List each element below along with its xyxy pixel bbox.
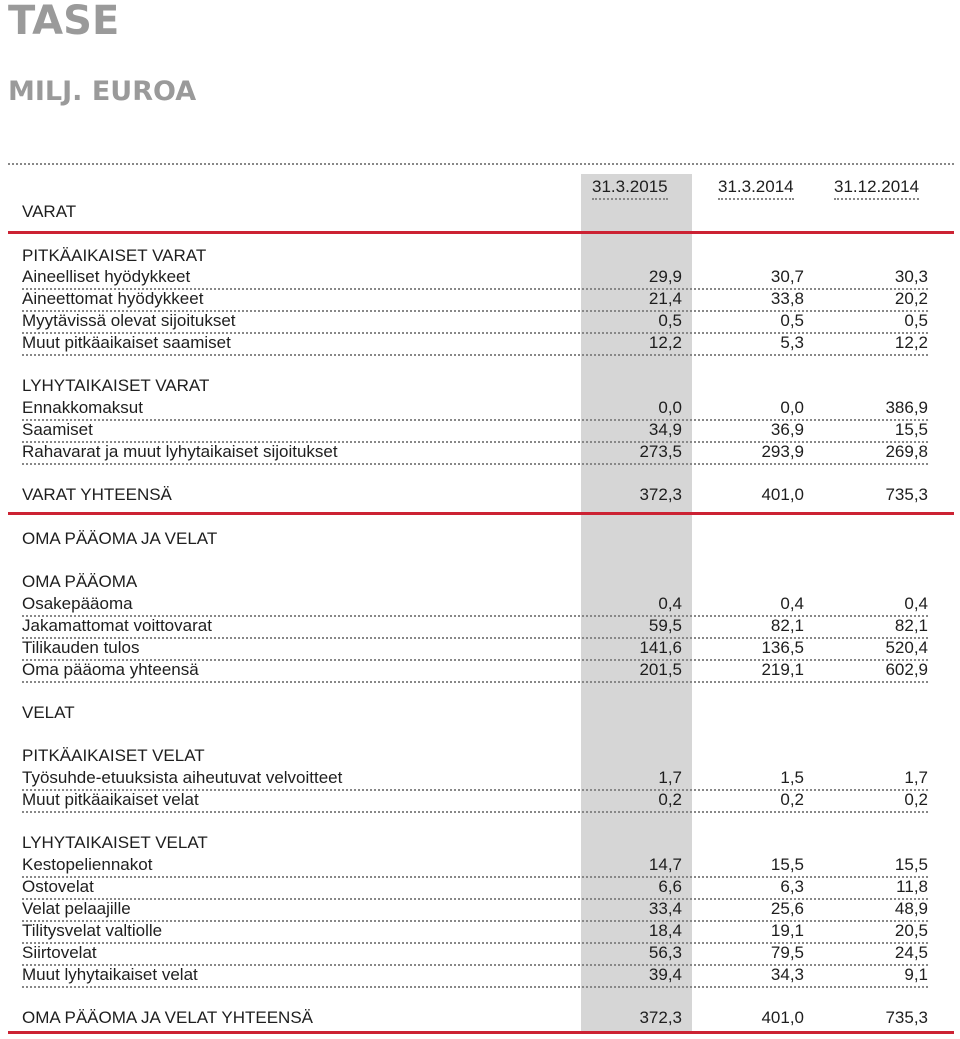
value-2015-q1: 201,5 (639, 660, 682, 679)
row-label: Myytävissä olevat sijoitukset (22, 311, 236, 330)
table-row (22, 898, 928, 922)
section-divider (8, 1031, 954, 1034)
unit-subtitle: MILJ. EUROA (8, 76, 197, 107)
table-row (22, 920, 928, 944)
row-label: OMA PÄÄOMA JA VELAT YHTEENSÄ (22, 1008, 313, 1027)
group-heading (22, 745, 928, 767)
table-row (22, 942, 928, 966)
value-2015-q1: 21,4 (648, 289, 682, 308)
table-row (22, 615, 928, 639)
value-2014-q1: 6,3 (780, 877, 804, 896)
row-label: OMA PÄÄOMA JA VELAT (22, 529, 218, 548)
row-label: Jakamattomat voittovarat (22, 616, 212, 635)
value-2015-q1: 56,3 (648, 943, 682, 962)
row-label: VELAT (22, 703, 75, 722)
row-label: Muut lyhytaikaiset velat (22, 965, 198, 984)
value-2015-q1: 0,0 (658, 398, 682, 417)
table-row (22, 854, 928, 878)
value-2014-year: 24,5 (894, 943, 928, 962)
value-2014-q1: 136,5 (761, 638, 804, 657)
value-2015-q1: 14,7 (648, 855, 682, 874)
value-2014-q1: 0,2 (780, 790, 804, 809)
value-2015-q1: 0,2 (658, 790, 682, 809)
group-heading (22, 245, 928, 267)
value-2014-q1: 293,9 (761, 442, 804, 461)
value-2014-q1: 401,0 (761, 1008, 804, 1027)
table-row (22, 876, 928, 900)
table-row (22, 310, 928, 334)
value-2014-q1: 401,0 (761, 485, 804, 504)
value-2014-year: 9,1 (904, 965, 928, 984)
value-2015-q1: 59,5 (648, 616, 682, 635)
group-heading (22, 375, 928, 397)
table-row (22, 767, 928, 791)
row-label: Rahavarat ja muut lyhytaikaiset sijoitukset (22, 442, 338, 461)
value-2014-year: 48,9 (894, 899, 928, 918)
value-2014-q1: 79,5 (770, 943, 804, 962)
row-label: Tilikauden tulos (22, 638, 140, 657)
value-2014-year: 0,5 (904, 311, 928, 330)
table-row (22, 332, 928, 356)
table-row (22, 593, 928, 617)
group-heading (22, 832, 928, 854)
value-2015-q1: 6,6 (658, 877, 682, 896)
column-header-2014-q1: 31.3.2014 (718, 176, 794, 200)
value-2015-q1: 0,4 (658, 594, 682, 613)
value-2014-year: 20,2 (894, 289, 928, 308)
section-divider (8, 512, 954, 515)
table-row (22, 637, 928, 661)
value-2015-q1: 29,9 (648, 267, 682, 286)
table-row (22, 266, 928, 290)
column-header-2015-q1: 31.3.2015 (592, 176, 668, 200)
page-title: TASE (8, 0, 120, 44)
value-2014-year: 30,3 (894, 267, 928, 286)
value-2014-q1: 219,1 (761, 660, 804, 679)
value-2014-year: 1,7 (904, 768, 928, 787)
group-heading (22, 571, 928, 593)
top-separator (8, 163, 954, 165)
row-label: Siirtovelat (22, 943, 97, 962)
value-2014-q1: 15,5 (770, 855, 804, 874)
value-2014-year: 0,2 (904, 790, 928, 809)
row-label: Saamiset (22, 420, 93, 439)
table-row (22, 659, 928, 683)
section-heading-equity-liabilities (22, 528, 928, 550)
row-label: Ennakkomaksut (22, 398, 143, 417)
value-2014-q1: 0,4 (780, 594, 804, 613)
row-label: Oma pääoma yhteensä (22, 660, 199, 679)
value-2014-q1: 0,0 (780, 398, 804, 417)
value-2014-q1: 82,1 (770, 616, 804, 635)
value-2014-q1: 30,7 (770, 267, 804, 286)
value-2014-q1: 1,5 (780, 768, 804, 787)
value-2014-q1: 34,3 (770, 965, 804, 984)
value-2015-q1: 34,9 (648, 420, 682, 439)
value-2014-year: 602,9 (885, 660, 928, 679)
column-header-2014-year: 31.12.2014 (834, 176, 919, 200)
section-divider (8, 231, 954, 234)
value-2014-q1: 5,3 (780, 333, 804, 352)
row-label: Velat pelaajille (22, 899, 131, 918)
table-row (22, 441, 928, 465)
row-label: Ostovelat (22, 877, 94, 896)
row-label: VARAT YHTEENSÄ (22, 485, 172, 504)
row-label: LYHYTAIKAISET VELAT (22, 833, 208, 852)
row-label: OMA PÄÄOMA (22, 572, 138, 591)
value-2014-q1: 33,8 (770, 289, 804, 308)
value-2014-year: 15,5 (894, 855, 928, 874)
value-2015-q1: 39,4 (648, 965, 682, 984)
value-2015-q1: 372,3 (639, 485, 682, 504)
value-2014-q1: 19,1 (770, 921, 804, 940)
value-2015-q1: 1,7 (658, 768, 682, 787)
value-2014-year: 20,5 (894, 921, 928, 940)
value-2014-q1: 36,9 (770, 420, 804, 439)
row-label: Aineettomat hyödykkeet (22, 289, 204, 308)
table-row (22, 789, 928, 813)
grand-total-row (22, 1007, 928, 1029)
row-label: Osakepääoma (22, 594, 133, 613)
row-label: PITKÄAIKAISET VELAT (22, 746, 205, 765)
value-2015-q1: 18,4 (648, 921, 682, 940)
row-label: Aineelliset hyödykkeet (22, 267, 191, 286)
value-2014-year: 12,2 (894, 333, 928, 352)
table-row (22, 288, 928, 312)
section-heading-assets (22, 201, 928, 223)
total-row (22, 484, 928, 506)
value-2014-year: 386,9 (885, 398, 928, 417)
value-2015-q1: 0,5 (658, 311, 682, 330)
row-label: VARAT (22, 202, 77, 221)
value-2015-q1: 141,6 (639, 638, 682, 657)
value-2014-q1: 25,6 (770, 899, 804, 918)
row-label: PITKÄAIKAISET VARAT (22, 246, 207, 265)
value-2014-q1: 0,5 (780, 311, 804, 330)
value-2014-year: 520,4 (885, 638, 928, 657)
value-2014-year: 15,5 (894, 420, 928, 439)
value-2015-q1: 273,5 (639, 442, 682, 461)
value-2014-year: 735,3 (885, 485, 928, 504)
row-label: Kestopeliennakot (22, 855, 153, 874)
value-2015-q1: 33,4 (648, 899, 682, 918)
value-2014-year: 11,8 (896, 877, 928, 896)
row-label: Muut pitkäaikaiset saamiset (22, 333, 231, 352)
table-row (22, 964, 928, 988)
row-label: Tilitysvelat valtiolle (22, 921, 163, 940)
value-2014-year: 0,4 (904, 594, 928, 613)
value-2014-year: 269,8 (885, 442, 928, 461)
table-row (22, 397, 928, 421)
row-label: Muut pitkäaikaiset velat (22, 790, 199, 809)
value-2014-year: 82,1 (894, 616, 928, 635)
row-label: LYHYTAIKAISET VARAT (22, 376, 210, 395)
table-row (22, 419, 928, 443)
group-heading (22, 702, 928, 724)
row-label: Työsuhde-etuuksista aiheutuvat velvoitteet (22, 768, 343, 787)
value-2015-q1: 372,3 (639, 1008, 682, 1027)
value-2015-q1: 12,2 (648, 333, 682, 352)
value-2014-year: 735,3 (885, 1008, 928, 1027)
